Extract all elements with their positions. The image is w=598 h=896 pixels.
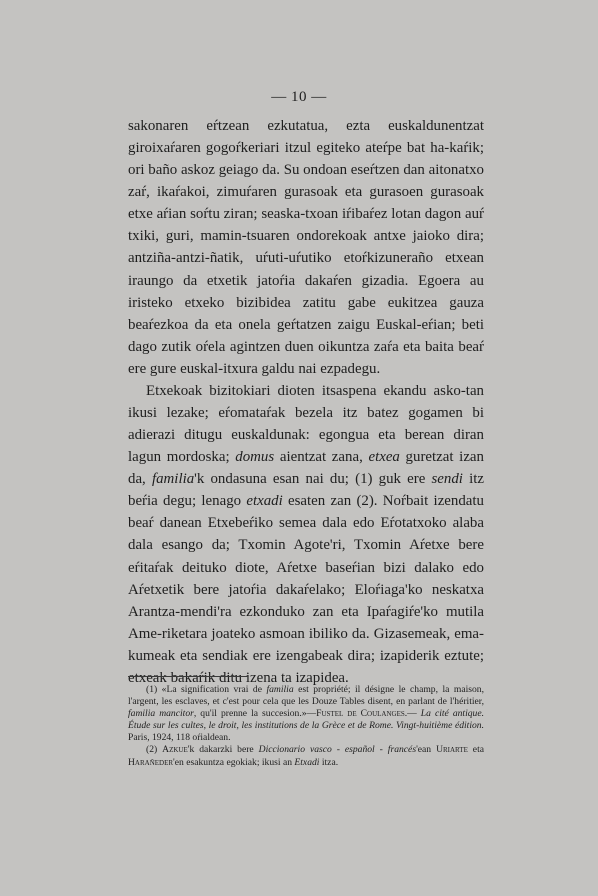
text-run: esaten zan (2). Noŕbait izendatu beaŕ danean Etxebeŕiko semea dala edo Eŕotatxoko alaba dala esango da; Txomin Agote'ri, Txomin Aŕetxe bere eŕitaŕak deituko diote, Aŕetxe baseŕian bizi dalako edo Aŕetxetik bere jatoŕia dakaŕelako; Eloŕiaga'ko neskatxa Arantza-mendi'ra ezkonduko zan eta Ipaŕagiŕe'ko mutila Ame-riketara joateko asmoan ibiliko da. Gizasemeak, ema-kumeak eta sendiak ere izengabeak dira; izapiderik eztute; etxeak bakaŕik ditu izena ta izapidea. xyxy=(128,493,484,686)
text-run: 'en esakuntza egokiak; ikusi an xyxy=(173,756,295,768)
author-name: Azkue xyxy=(162,744,188,756)
text-run: Paris, 1924, 118 oŕialdean. xyxy=(128,732,231,744)
text-run: , qu'il prenne la succesion.»— xyxy=(193,708,317,720)
page-number: — 10 — xyxy=(271,89,327,105)
author-name: Uriarte xyxy=(436,744,468,756)
italic-word-domus: domus xyxy=(235,449,275,466)
work-title: Diccionario vasco - español - francés xyxy=(258,744,417,756)
text-run: aientzat zana, xyxy=(274,449,369,466)
text-run: itz beŕia degu; lenago xyxy=(128,471,485,510)
text-run: .— xyxy=(404,708,421,720)
paragraph-2 xyxy=(128,380,484,689)
main-text xyxy=(128,115,484,689)
italic-phrase: familia mancitor xyxy=(128,708,194,720)
text-run: itza. xyxy=(319,756,339,768)
footnotes xyxy=(128,684,484,769)
footnote-rule xyxy=(128,676,248,677)
text-run: 'ean xyxy=(416,744,437,756)
italic-word-sendi: sendi xyxy=(431,471,463,488)
paragraph-1: sakonaren eŕtzean ezkutatua, ezta euskaldunentzat giroixaŕaren gogoŕkeriari itzul egiteko ateŕpe bat ha-kaŕik; ori baño askoz geiago da. Su ondoan eseŕtzen dan aitonatxo zaŕ, ikaŕakoi, zimuŕaren gurasoak eta gurasoen gurasoak etxe aŕian soŕtu ziran; seaska-txoan iŕibaŕez lotan dagon auŕ txiki, guri, mamin-tsuaren ondorekoak antxe jaioko dira; antziña-antzi-ñatik, uŕuti-uŕutiko etoŕkizuneraño etxean iraungo da etxetik jatoŕia dakaŕen gizadia. Egoera au iristeko etxeko bizibidea zatitu gabe eukitzea gauza beaŕezkoa da eta onela geŕtatzen zaigu Euskal-eŕian; beti dago zutik oŕela agintzen duen oikuntza zaŕa eta baita beaŕ ere gure euskal-itxura galdu nai ezpadegu. xyxy=(128,118,484,377)
author-name: Fustel de Coulanges xyxy=(316,708,405,720)
footnote-1 xyxy=(128,684,484,744)
work-title: La cité antique. Étude sur les cultes, le droit, les institutions de la Grèce et de Rome. Vingt-huitième édition. xyxy=(128,708,485,732)
italic-word-etxadi: etxadi xyxy=(246,493,283,510)
text-run: (2) xyxy=(146,744,163,756)
text-run: est propriété; il désigne le champ, la maison, l'argent, les esclaves, et c'est pour cela que les Douze Tables disent, en parlant de l'héritier, xyxy=(128,684,484,708)
text-run: 'k dakarzki bere xyxy=(187,744,259,756)
italic-word: Etxadi xyxy=(294,756,320,768)
footnote-2 xyxy=(128,744,484,768)
italic-word-etxea: etxea xyxy=(368,449,400,466)
italic-word: familia xyxy=(266,684,294,695)
text-run: 'k ondasuna esan nai du; (1) guk ere xyxy=(194,471,432,488)
text-run: eta xyxy=(467,744,484,756)
text-run: (1) «La signification vrai de xyxy=(146,684,267,695)
author-name: Harañeder xyxy=(128,756,174,768)
text-run: guretzat izan da, xyxy=(128,449,484,488)
italic-word-familia: familia xyxy=(151,471,195,488)
text-run: Etxekoak bizitokiari dioten itsaspena ekandu asko-tan ikusi lezake; eŕomataŕak bezela itz batez gogamen bi adierazi ditugu euskaldunak: egongua eta berean diran lagun mordoska; xyxy=(128,382,484,466)
